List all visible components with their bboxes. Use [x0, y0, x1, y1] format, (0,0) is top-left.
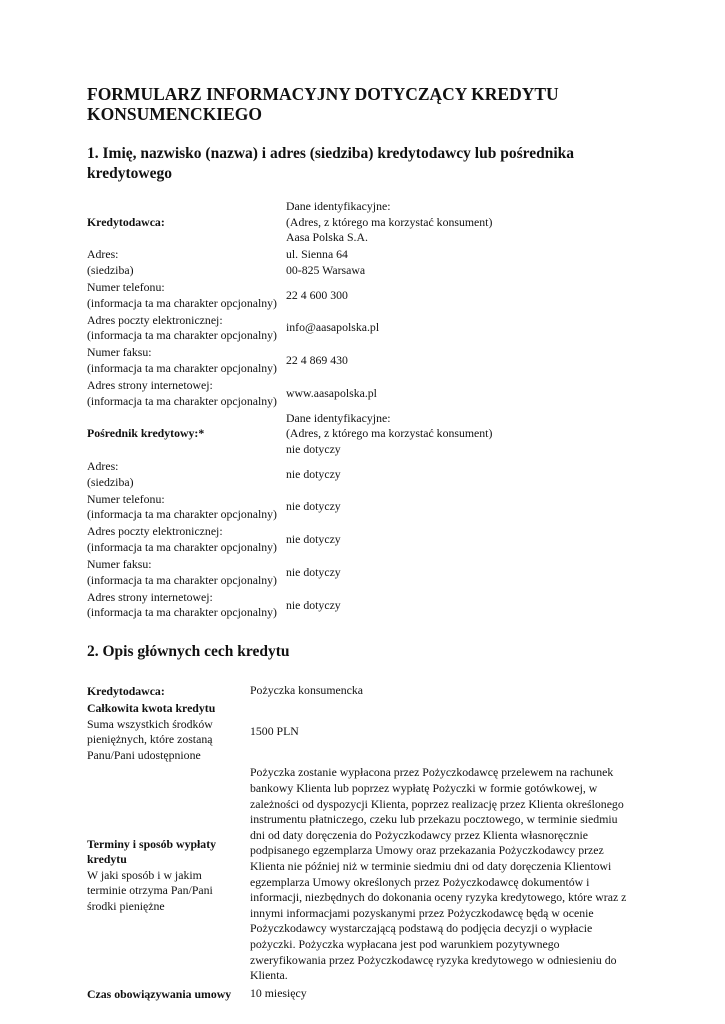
label-line: Suma wszystkich środków — [87, 716, 213, 731]
label-line: pieniężnych, które zostaną — [87, 732, 213, 747]
row-label — [87, 247, 286, 280]
payout-terms-row — [87, 765, 642, 985]
broker-fax-row — [87, 557, 646, 590]
label-bold-line: Całkowita kwota kredytu — [87, 701, 216, 716]
label-line: (siedziba) — [87, 262, 134, 277]
broker-row — [87, 411, 646, 459]
contract-duration-label: Czas obowiązywania umowy — [87, 986, 232, 1001]
lender-address-row — [87, 247, 646, 280]
row-label — [87, 378, 286, 411]
row-label — [87, 492, 286, 525]
section-2-heading: 2. Opis głównych cech kredytu — [87, 643, 290, 661]
row-label — [87, 524, 286, 557]
broker-phone-row — [87, 492, 646, 525]
value-line: Dane identyfikacyjne: — [286, 410, 391, 425]
value-line: Pożyczka zostanie wypłacona przez Pożyczkodawcę przelewem na rachunek — [250, 765, 614, 780]
label-line: (informacja ta ma charakter opcjonalny) — [87, 393, 277, 408]
payout-terms-label — [87, 765, 250, 985]
credit-features-table — [87, 683, 642, 1003]
value-line: zweryfikowania przez Pożyczkodawcę ryzyka kredytowego w odniesieniu do — [250, 952, 617, 967]
label-line: (informacja ta ma charakter opcjonalny) — [87, 572, 277, 587]
value-line: zależności od dyspozycji Klienta, poprzez realizację przez Klienta określonego — [250, 796, 624, 811]
label-line: (informacja ta ma charakter opcjonalny) — [87, 360, 277, 375]
value-line: egzemplarza Umowy określonych przez Pożyczkodawcę dokumentów i — [250, 874, 590, 889]
row-value: info@aasapolska.pl — [286, 320, 380, 335]
row-value: nie dotyczy — [286, 597, 341, 612]
label-bold-line: Terminy i sposób wypłaty — [87, 836, 217, 851]
total-amount-label — [87, 701, 250, 765]
value-line: dni od daty doręczenia do Pożyczkodawcy przez Klienta własnoręcznie — [250, 827, 589, 842]
label-line: (siedziba) — [87, 474, 134, 489]
row-value: 22 4 600 300 — [286, 287, 348, 302]
row-label — [87, 459, 286, 492]
broker-email-row — [87, 524, 646, 557]
label-line: (informacja ta ma charakter opcjonalny) — [87, 507, 277, 522]
lender-value — [286, 199, 646, 247]
label-bold-line: kredytu — [87, 852, 127, 867]
row-label — [87, 345, 286, 378]
value-line: ul. Sienna 64 — [286, 247, 348, 262]
label-line: Adres poczty elektronicznej: — [87, 312, 223, 327]
contract-duration-row — [87, 986, 642, 1004]
broker-label: Pośrednik kredytowy:* — [87, 426, 205, 441]
label-line: Numer faksu: — [87, 345, 152, 360]
label-line: Numer telefonu: — [87, 279, 165, 294]
credit-lender-row — [87, 683, 642, 701]
lender-email-row — [87, 313, 646, 346]
value-line: podpisanego egzemplarza Umowy oraz przekazania Pożyczkodawcy przez — [250, 843, 604, 858]
label-line: Panu/Pani udostępnione — [87, 747, 201, 762]
document-title: FORMULARZ INFORMACYJNY DOTYCZĄCY KREDYTU KONSUMENCKIEGO — [87, 84, 559, 124]
credit-lender-label: Kredytodawca: — [87, 684, 165, 699]
broker-value — [286, 411, 646, 459]
value-line: Dane identyfikacyjne: — [286, 199, 391, 213]
lender-website-row — [87, 378, 646, 411]
row-label — [87, 280, 286, 313]
row-value: nie dotyczy — [286, 564, 341, 579]
contract-duration-value: 10 miesięcy — [250, 985, 307, 1000]
label-line: środki pieniężne — [87, 898, 165, 913]
section-1-heading: 1. Imię, nazwisko (nazwa) i adres (siedziba) kredytodawcy lub pośrednika kredytowego — [87, 145, 575, 182]
payout-terms-value — [250, 765, 642, 985]
value-line: (Adres, z którego ma korzystać konsument) — [286, 214, 493, 229]
value-line: Pożyczkodawcy wystarczającą podstawą do podjęcia decyzji o wypłacie — [250, 921, 593, 936]
value-line: (Adres, z którego ma korzystać konsument) — [286, 426, 493, 441]
lender-info-table — [87, 199, 646, 622]
value-line: Klienta. — [250, 968, 288, 983]
row-value: nie dotyczy — [286, 499, 341, 514]
row-label — [87, 590, 286, 623]
value-line: bankowy Klienta lub poprzez wypłatę Pożyczki w formie gotówkowej, w — [250, 781, 598, 795]
row-label — [87, 557, 286, 590]
lender-phone-row — [87, 280, 646, 313]
label-line: (informacja ta ma charakter opcjonalny) — [87, 605, 277, 620]
total-amount-value: 1500 PLN — [250, 724, 299, 739]
value-line: Aasa Polska S.A. — [286, 230, 368, 245]
lender-row — [87, 199, 646, 247]
label-line: terminie otrzyma Pan/Pani — [87, 883, 213, 898]
lender-fax-row — [87, 345, 646, 378]
lender-label: Kredytodawca: — [87, 214, 165, 229]
label-line: W jaki sposób i w jakim — [87, 867, 202, 882]
value-line: pożyczki. Pożyczka wypłacana jest pod warunkiem pozytywnego — [250, 936, 560, 951]
label-line: (informacja ta ma charakter opcjonalny) — [87, 539, 277, 554]
label-line: Adres: — [87, 459, 119, 473]
value-line: innymi informacjami pozyskanymi przez Pożyczkodawcę będą w ocenie — [250, 905, 594, 920]
broker-website-row — [87, 590, 646, 623]
row-value: nie dotyczy — [286, 466, 341, 481]
label-line: Adres poczty elektronicznej: — [87, 524, 223, 539]
label-line: (informacja ta ma charakter opcjonalny) — [87, 328, 277, 343]
value-line: Klienta nie później niż w terminie siedmiu dni od daty doręczenia Klientowi — [250, 858, 612, 873]
label-line: (informacja ta ma charakter opcjonalny) — [87, 295, 277, 310]
label-line: Numer faksu: — [87, 557, 152, 572]
label-line: Adres strony internetowej: — [87, 589, 213, 604]
row-value — [286, 247, 646, 280]
value-line: nie dotyczy — [286, 441, 341, 456]
credit-lender-value: Pożyczka konsumencka — [250, 683, 364, 698]
value-line: 00-825 Warsawa — [286, 262, 366, 277]
value-line: instrumentu płatniczego, czeku lub przekazu pocztowego, w terminie siedmiu — [250, 812, 618, 827]
row-label — [87, 313, 286, 346]
document-page — [87, 84, 647, 1003]
row-value: nie dotyczy — [286, 532, 341, 547]
label-line: Numer telefonu: — [87, 491, 165, 506]
total-amount-row — [87, 701, 642, 765]
label-line: Adres: — [87, 247, 119, 262]
label-line: Adres strony internetowej: — [87, 378, 213, 393]
row-value: 22 4 869 430 — [286, 353, 348, 368]
value-line: informacji, niezbędnych do dokonania oceny ryzyka kredytowego, które wraz z — [250, 890, 627, 905]
broker-address-row — [87, 459, 646, 492]
row-value: www.aasapolska.pl — [286, 385, 377, 400]
